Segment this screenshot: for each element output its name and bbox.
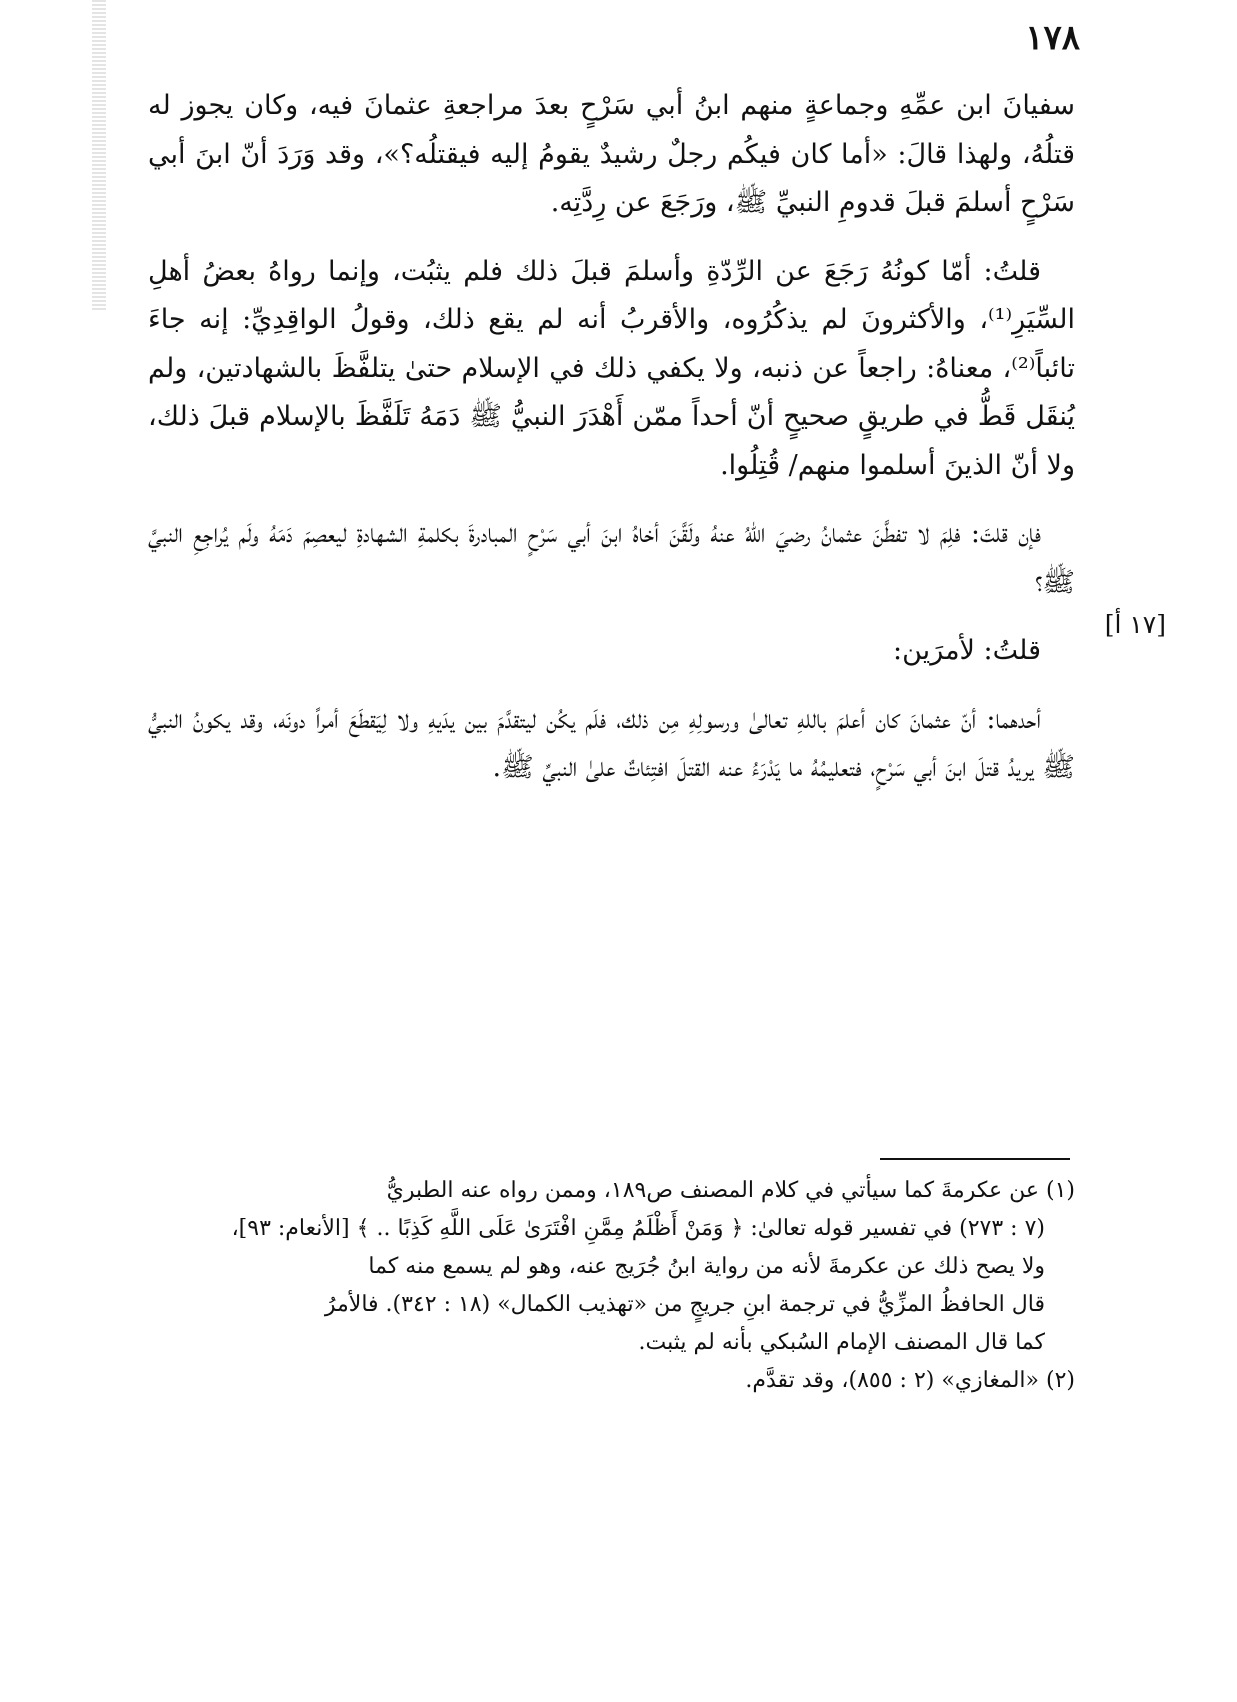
- paragraph-5: أحدهما: أنّ عثمانَ كان أعلمَ باللهِ تعالىٰ ورسولِهِ مِن ذلك، فلَم يكُن ليتقدَّمَ بين يدَيهِ ولا لِيَقطَعَ أمراً دونَه، وقد يكونُ النبيُّ ﷺ يريدُ قتلَ ابنَ أبي سَرْحٍ، فتعليمُهُ ما يَدْرَءُ عنه القتلَ افتِئاتٌ علىٰ النبيِّ ﷺ.: [148, 703, 1075, 783]
- paragraph-2: قلتُ: أمّا كونُهُ رَجَعَ عن الرِّدّةِ وأسلمَ قبلَ ذلك فلم يثبُت، وإنما رواهُ بعضُ أهلِ السِّيَرِ⁽¹⁾، والأكثرونَ لم يذكُرُوه، والأقربُ أنه لم يقع ذلك، وقولُ الواقِدِيِّ: إنه جاءَ تائباً⁽²⁾، معناهُ: راجعاً عن ذنبه، ولا يكفي ذلك في الإسلام حتىٰ يتلفَّظَ بالشهادتين، ولم يُنقَل قَطُّ في طريقٍ صحيحٍ أنّ أحداً ممّن أَهْدَرَ النبيُّ ﷺ دَمَهُ تَلَفَّظَ بالإسلام قبلَ ذلك، ولا أنّ الذينَ أسلموا منهم/ قُتِلُوا.: [148, 255, 1075, 481]
- footnote-line: قال الحافظُ المزِّيُّ في ترجمة ابنِ جريجٍ من «تهذيب الكمال» (١٨ : ٣٤٢). فالأمرُ: [324, 1292, 1045, 1317]
- paragraph-3: فإن قلتَ: فلِمَ لا تفطَّنَ عثمانُ رضيَ اللهُ عنهُ ولَقَّنَ أخاهُ ابنَ أبي سَرْحٍ المبادرةَ بكلمةِ الشهادةِ ليعصِمَ دَمَهُ ولَم يُراجِعِ النبيَّ ﷺ؟: [148, 518, 1075, 598]
- page-number: ١٧٨: [1025, 18, 1080, 58]
- footnote-line: ولا يصح ذلك عن عكرمةَ لأنه من رواية ابنُ جُرَيج عنه، وهو لم يسمع منه كما: [368, 1254, 1045, 1279]
- footnote-line: كما قال المصنف الإمام السُبكي بأنه لم يثبت.: [638, 1330, 1045, 1355]
- scan-edge-shading: [92, 0, 106, 310]
- paragraph-4: قلتُ: لأمرَين:: [893, 635, 1041, 666]
- paragraph-1: سفيانَ ابن عمِّهِ وجماعةٍ منهم ابنُ أبي سَرْحٍ بعدَ مراجعةِ عثمانَ فيه، وكان يجوز له قتلُهُ، ولهذا قالَ: «أما كان فيكُم رجلٌ رشيدٌ يقومُ إليه فيقتلُه؟»، وقد وَرَدَ أنّ ابنَ أبي سَرْحٍ أسلمَ قبلَ قدومِ النبيِّ ﷺ، ورَجَعَ عن رِدَّتِه.: [148, 90, 1075, 218]
- footnote-line: (٢) «المغازي» (٢ : ٨٥٥)، وقد تقدَّم.: [745, 1368, 1075, 1393]
- footnotes: [148, 1172, 1075, 1400]
- footnote-line: (١) عن عكرمةَ كما سيأتي في كلام المصنف ص١٨٩، وممن رواه عنه الطبريُّ: [386, 1178, 1075, 1203]
- manuscript-folio-note: [١٧ أ]: [1104, 610, 1166, 639]
- footnote-line: (٧ : ٢٧٣) في تفسير قوله تعالىٰ: ﴿ وَمَنْ أَظْلَمُ مِمَّنِ افْتَرَىٰ عَلَى اللَّهِ كَذِبًا .. ﴾ [الأنعام: ٩٣]،: [231, 1216, 1045, 1241]
- footnote-separator: [880, 1158, 1070, 1160]
- main-text: [148, 82, 1075, 813]
